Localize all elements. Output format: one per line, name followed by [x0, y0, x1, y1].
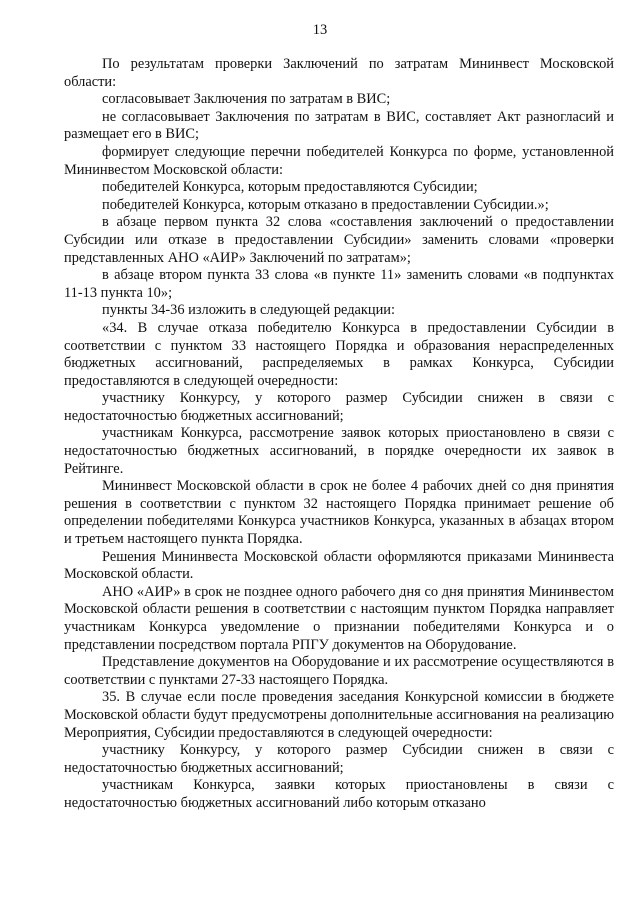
paragraph: участнику Конкурсу, у которого размер Субсидии снижен в связи с недостаточностью бюджетных ассигнований;: [64, 742, 614, 776]
paragraph: согласовывает Заключения по затратам в ВИС;: [102, 91, 391, 108]
paragraph: участникам Конкурса, заявки которых приостановлены в связи с недостаточностью бюджетных ассигнований либо которым отказано: [64, 777, 614, 811]
paragraph: участникам Конкурса, рассмотрение заявок которых приостановлено в связи с недостаточностью бюджетных ассигнований, в порядке очередности их заявок в Рейтинге.: [64, 425, 614, 477]
paragraph: в абзаце первом пункта 32 слова «составления заключений о предоставлении Субсидии или отказе в предоставлении Субсидии» заменить словами «проверки представленных АНО «АИР» Заключений по затратам»;: [64, 214, 614, 266]
paragraph: участнику Конкурсу, у которого размер Субсидии снижен в связи с недостаточностью бюджетных ассигнований;: [64, 390, 614, 424]
paragraph: победителей Конкурса, которым отказано в предоставлении Субсидии.»;: [102, 196, 549, 213]
paragraph: По результатам проверки Заключений по затратам Мининвест Московской области:: [64, 56, 614, 90]
paragraph: 35. В случае если после проведения заседания Конкурсной комиссии в бюджете Московской области будут предусмотрены дополнительные ассигнования на реализацию Мероприятия, Субсидии предоставляются в следующей очередности:: [64, 689, 614, 741]
paragraph: формирует следующие перечни победителей Конкурса по форме, установленной Мининвестом Московской области:: [64, 143, 614, 178]
paragraph: «34. В случае отказа победителю Конкурса в предоставлении Субсидии в соответствии с пунктом 33 настоящего Порядка и образования нераспределенных бюджетных ассигнований, распределяемых в рамках Конкурса, Субсидии предоставляются в следующей очередности:: [64, 319, 614, 389]
paragraph: Мининвест Московской области в срок не более 4 рабочих дней со дня принятия решения в соответствии с пунктом 32 настоящего Порядка принимает решение об определении победителями Конкурса участников Конкурса, указанных в абзацах втором и третьем настоящего пункта Порядка.: [64, 478, 614, 548]
paragraph: пункты 34-36 изложить в следующей редакции:: [102, 302, 396, 319]
paragraph: Решения Мининвеста Московской области оформляются приказами Мининвеста Московской области.: [64, 548, 614, 583]
paragraph: не согласовывает Заключения по затратам в ВИС, составляет Акт разногласий и размещает его в ВИС;: [64, 108, 614, 143]
document-body: [64, 56, 614, 813]
paragraph: Представление документов на Оборудование и их рассмотрение осуществляются в соответствии с пунктами 27-33 настоящего Порядка.: [64, 654, 614, 688]
paragraph: АНО «АИР» в срок не позднее одного рабочего дня со дня принятия Мининвестом Московской области решения в соответствии с настоящим пунктом Порядка направляет участникам Конкурса уведомление о признании победителями Конкурса и о представлении посредством портала РПГУ документов на Оборудование.: [64, 583, 614, 653]
paragraph: победителей Конкурса, которым предоставляются Субсидии;: [102, 179, 478, 196]
page-number: 13: [312, 22, 328, 38]
paragraph: в абзаце втором пункта 33 слова «в пункте 11» заменить словами «в подпунктах 11-13 пункта 10»;: [64, 267, 614, 301]
